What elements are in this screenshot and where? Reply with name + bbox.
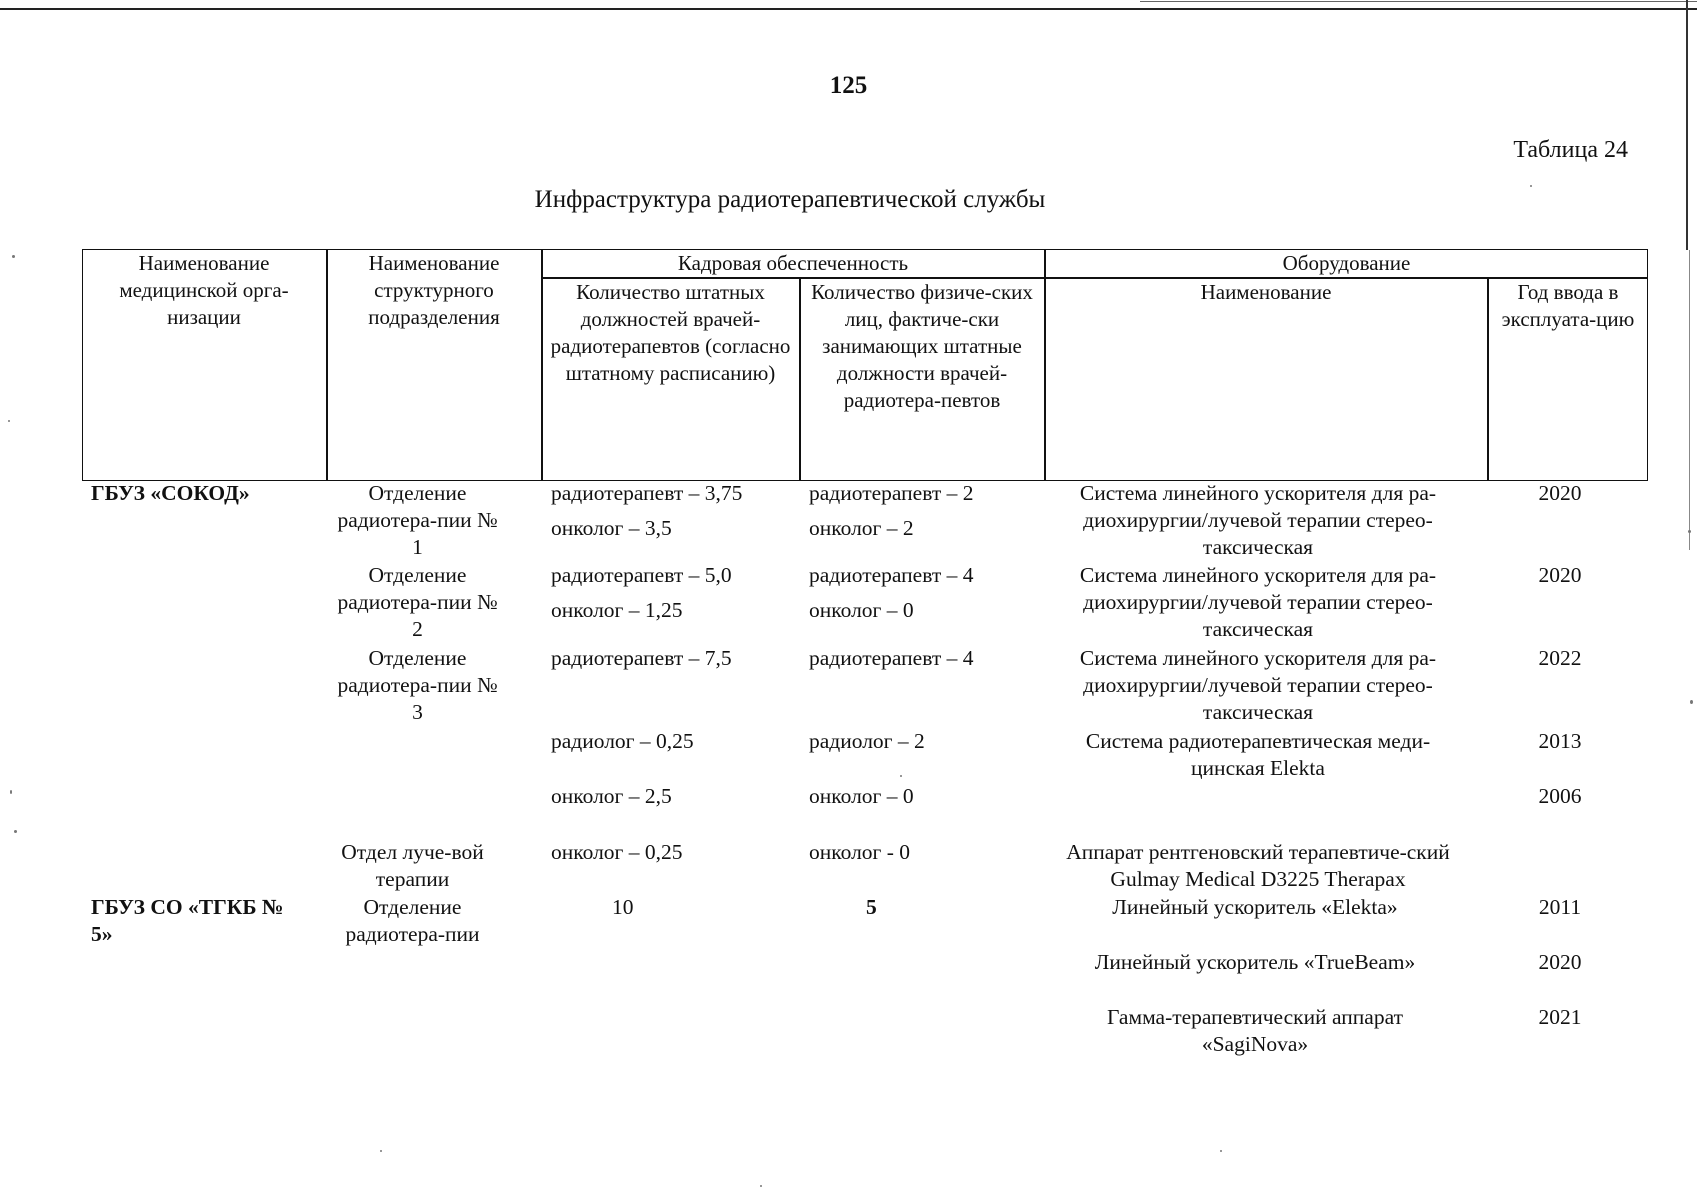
table-title: Инфраструктура радиотерапевтической службы bbox=[534, 186, 1046, 213]
staff-positions: 10 bbox=[612, 895, 634, 919]
scan-top-edge-faint bbox=[1140, 1, 1697, 2]
staff-positions: радиотерапевт – 5,0 bbox=[551, 563, 732, 587]
staff-positions: онколог – 1,25 bbox=[551, 598, 683, 622]
header-divider-5 bbox=[1487, 277, 1489, 481]
equipment-name: Система линейного ускорителя для ра-диохирургии/лучевой терапии стерео-таксическая bbox=[1079, 563, 1437, 641]
page-number: 125 bbox=[829, 72, 868, 99]
equipment-name: Аппарат рентгеновский терапевтиче-ский Gulmay Medical D3225 Therapax bbox=[1066, 840, 1450, 891]
equipment-name: Система линейного ускорителя для ра-диохирургии/лучевой терапии стерео-таксическая bbox=[1079, 646, 1437, 724]
unit-name: Отдел луче-вой терапии bbox=[341, 840, 484, 891]
header-org: Наименование медицинской орга-низации bbox=[119, 251, 289, 329]
staff-persons: онколог – 2 bbox=[809, 516, 914, 540]
staff-positions: радиотерапевт – 7,5 bbox=[551, 646, 732, 670]
unit-name: Отделение радиотера-пии № 2 bbox=[337, 563, 498, 641]
header-staffing: Кадровая обеспеченность bbox=[677, 251, 909, 275]
staff-persons: радиотерапевт – 2 bbox=[809, 481, 974, 505]
equipment-name: Система линейного ускорителя для ра-диохирургии/лучевой терапии стерео-таксическая bbox=[1079, 481, 1437, 559]
header-staff-positions: Количество штатных должностей врачей-радиотерапевтов (согласно штатному расписанию) bbox=[550, 280, 791, 385]
unit-name: Отделение радиотера-пии № 1 bbox=[337, 481, 498, 559]
org-name: ГБУЗ «СОКОД» bbox=[91, 481, 250, 505]
equipment-year: 2020 bbox=[1538, 950, 1582, 974]
scan-right-edge bbox=[1686, 0, 1688, 250]
equipment-year: 2020 bbox=[1538, 481, 1582, 505]
equipment-year: 2006 bbox=[1538, 784, 1582, 808]
org-name: ГБУЗ СО «ТГКБ № 5» bbox=[91, 895, 284, 946]
header-divider-2 bbox=[541, 249, 543, 481]
header-divider-3 bbox=[799, 277, 801, 481]
staff-persons: радиотерапевт – 4 bbox=[809, 563, 974, 587]
equipment-year: 2022 bbox=[1538, 646, 1582, 670]
header-divider-4 bbox=[1044, 249, 1046, 481]
equipment-name: Линейный ускоритель «Elekta» bbox=[1112, 895, 1398, 919]
staff-positions: радиотерапевт – 3,75 bbox=[551, 481, 743, 505]
equipment-year: 2011 bbox=[1538, 895, 1582, 919]
header-staff-persons: Количество физиче-ских лиц, фактиче-ски занимающих штатные должности врачей-радиотера-певтов bbox=[811, 280, 1033, 412]
equipment-name: Гамма-терапевтический аппарат «SagiNova» bbox=[1107, 1005, 1403, 1056]
header-equipment: Оборудование bbox=[1282, 251, 1411, 275]
equipment-year: 2021 bbox=[1538, 1005, 1582, 1029]
staff-persons: онколог – 0 bbox=[809, 784, 914, 808]
staff-positions: онколог – 2,5 bbox=[551, 784, 672, 808]
table-label: Таблица 24 bbox=[1513, 137, 1628, 163]
equipment-name: Система радиотерапевтическая меди-цинская Elekta bbox=[1085, 729, 1431, 780]
staff-positions: онколог – 3,5 bbox=[551, 516, 672, 540]
header-divider-1 bbox=[326, 249, 328, 481]
header-unit: Наименование структурного подразделения bbox=[368, 251, 500, 329]
unit-name: Отделение радиотера-пии bbox=[345, 895, 480, 946]
scan-top-edge bbox=[0, 8, 1697, 10]
staff-positions: онколог – 0,25 bbox=[551, 840, 683, 864]
equipment-year: 2013 bbox=[1538, 729, 1582, 753]
scan-right-edge-faint bbox=[1689, 250, 1690, 550]
staff-persons: онколог – 0 bbox=[809, 598, 914, 622]
header-equip-year: Год ввода в эксплуата-цию bbox=[1501, 280, 1635, 331]
header-equip-name: Наименование bbox=[1200, 280, 1332, 304]
unit-name: Отделение радиотера-пии № 3 bbox=[337, 646, 498, 724]
staff-positions: радиолог – 0,25 bbox=[551, 729, 694, 753]
equipment-name: Линейный ускоритель «TrueBeam» bbox=[1094, 950, 1416, 974]
staff-persons: 5 bbox=[866, 895, 877, 919]
staff-persons: радиолог – 2 bbox=[809, 729, 925, 753]
equipment-year: 2020 bbox=[1538, 563, 1582, 587]
staff-persons: радиотерапевт – 4 bbox=[809, 646, 974, 670]
staff-persons: онколог - 0 bbox=[809, 840, 911, 864]
